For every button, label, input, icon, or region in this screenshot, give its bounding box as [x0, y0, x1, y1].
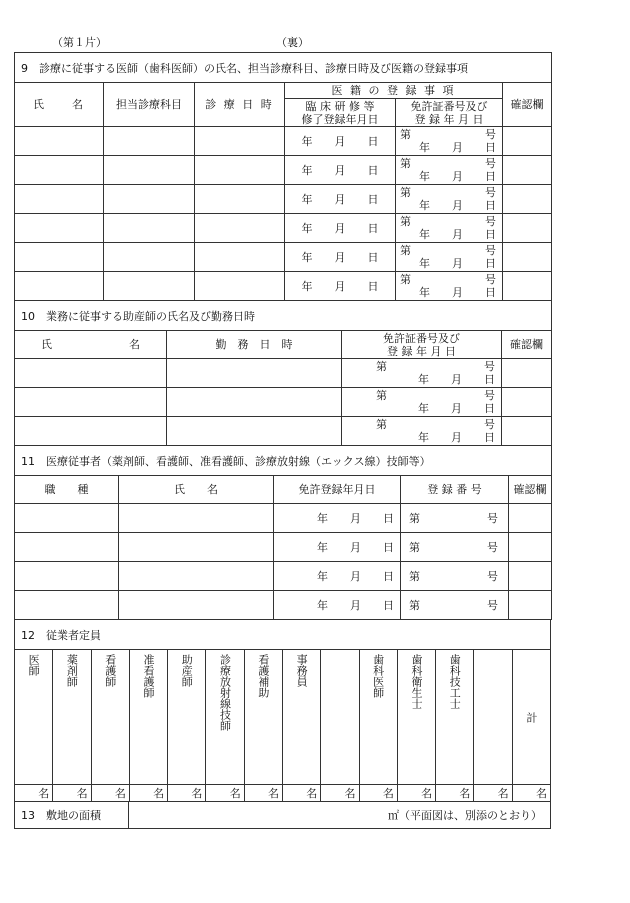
no-prefix: 第 — [409, 512, 420, 525]
year-label: 年 — [419, 170, 430, 183]
time-cell[interactable] — [195, 127, 285, 156]
staff-col-header — [206, 650, 244, 785]
table-row — [15, 388, 552, 417]
table-row — [15, 591, 552, 620]
day-label: 日 — [367, 135, 379, 148]
time-cell[interactable] — [195, 272, 285, 301]
col-time: 勤 務 日 時 — [167, 331, 342, 359]
name-cell[interactable] — [119, 504, 274, 533]
col-license: 免許証番号及び 登 録 年 月 日 — [396, 99, 503, 127]
name-cell[interactable] — [15, 156, 104, 185]
license-cell[interactable] — [396, 272, 503, 301]
col-confirm: 確認欄 — [509, 476, 552, 504]
name-cell[interactable] — [119, 591, 274, 620]
col-registration: 医 籍 の 登 録 事 項 — [285, 83, 503, 99]
license-cell[interactable] — [396, 127, 503, 156]
no-suffix: 号 — [484, 360, 495, 373]
year-label: 年 — [301, 222, 313, 235]
month-label: 月 — [334, 193, 346, 206]
license-cell[interactable] — [396, 185, 503, 214]
dept-cell[interactable] — [104, 272, 195, 301]
staff-count-cell[interactable]: 名 — [206, 785, 244, 802]
table-row — [15, 562, 552, 591]
confirm-cell[interactable] — [503, 185, 552, 214]
training-date-cell[interactable] — [285, 185, 396, 214]
staff-col-header — [129, 650, 167, 785]
month-label: 月 — [452, 170, 463, 183]
section-10-title: 10 業務に従事する助産師の氏名及び勤務日時 — [15, 301, 552, 331]
section-9-title: 9 診療に従事する医師（歯科医師）の氏名、担当診療科目、診療日時及び医籍の登録事項 — [15, 53, 552, 83]
col-time: 診 療 日 時 — [195, 83, 285, 127]
no-suffix: 号 — [487, 599, 498, 612]
no-prefix: 第 — [409, 541, 420, 554]
staff-count-cell[interactable]: 名 — [282, 785, 320, 802]
staff-col-header — [282, 650, 320, 785]
section-12 — [14, 620, 551, 802]
reg-number-cell[interactable] — [401, 562, 509, 591]
staff-count-cell[interactable]: 名 — [321, 785, 359, 802]
name-cell[interactable] — [119, 562, 274, 591]
no-prefix: 第 — [376, 389, 387, 402]
col-job: 職 種 — [15, 476, 119, 504]
month-label: 月 — [334, 251, 346, 264]
day-label: 日 — [485, 257, 496, 270]
dept-cell[interactable] — [104, 243, 195, 272]
year-label: 年 — [418, 431, 429, 444]
year-label: 年 — [301, 193, 313, 206]
staff-col-header — [91, 650, 129, 785]
day-label: 日 — [367, 280, 379, 293]
staff-col-label: 准看護師 — [141, 654, 155, 698]
year-label: 年 — [419, 228, 430, 241]
month-label: 月 — [451, 431, 462, 444]
sheet-label: （第１片） — [52, 36, 107, 49]
training-date-cell[interactable] — [285, 243, 396, 272]
dept-cell[interactable] — [104, 156, 195, 185]
month-label: 月 — [334, 164, 346, 177]
training-date-cell[interactable] — [285, 156, 396, 185]
section-9 — [14, 52, 552, 301]
license-cell[interactable] — [396, 156, 503, 185]
staff-col-header — [397, 650, 435, 785]
no-prefix: 第 — [400, 215, 411, 228]
staff-count-cell[interactable]: 名 — [397, 785, 435, 802]
year-label: 年 — [419, 257, 430, 270]
month-label: 月 — [334, 135, 346, 148]
table-row — [15, 533, 552, 562]
name-cell[interactable] — [15, 359, 167, 388]
staff-count-cell[interactable]: 名 — [436, 785, 474, 802]
section-12-title: 12 従業者定員 — [15, 620, 551, 650]
area-note: ㎡（平面図は、別添のとおり） — [129, 802, 551, 828]
month-label: 月 — [334, 222, 346, 235]
staff-col-label: 事務員 — [295, 654, 309, 687]
col-reg-number: 登 録 番 号 — [401, 476, 509, 504]
staff-count-cell[interactable]: 名 — [512, 785, 550, 802]
section-11-title: 11 医療従事者（薬剤師、看護師、准看護師、診療放射線（エックス線）技師等） — [15, 446, 552, 476]
staff-count-cell[interactable]: 名 — [244, 785, 282, 802]
staff-col-label: 看護師 — [103, 654, 117, 687]
name-cell[interactable] — [15, 388, 167, 417]
side-label: （裏） — [276, 36, 309, 49]
month-label: 月 — [452, 257, 463, 270]
day-label: 日 — [484, 402, 495, 415]
time-cell[interactable] — [195, 214, 285, 243]
staff-col-label: 助産師 — [180, 654, 194, 687]
time-cell[interactable] — [167, 417, 342, 446]
staff-col-label: 診療放射線技師 — [218, 654, 232, 731]
table-row — [15, 185, 552, 214]
training-date-cell[interactable] — [285, 214, 396, 243]
staff-count-cell[interactable]: 名 — [129, 785, 167, 802]
staff-col-header — [359, 650, 397, 785]
license-date-cell[interactable] — [274, 562, 401, 591]
no-prefix: 第 — [376, 360, 387, 373]
job-cell[interactable] — [15, 504, 119, 533]
year-label: 年 — [317, 570, 328, 583]
table-row — [15, 417, 552, 446]
dept-cell[interactable] — [104, 185, 195, 214]
reg-number-cell[interactable] — [401, 533, 509, 562]
reg-number-cell[interactable] — [401, 591, 509, 620]
col-name: 氏 名 — [15, 83, 104, 127]
no-prefix: 第 — [409, 599, 420, 612]
year-label: 年 — [317, 599, 328, 612]
time-cell[interactable] — [195, 185, 285, 214]
col-dept: 担当診療科目 — [104, 83, 195, 127]
no-suffix: 号 — [485, 128, 496, 141]
license-date-cell[interactable] — [274, 504, 401, 533]
month-label: 月 — [452, 228, 463, 241]
year-label: 年 — [419, 286, 430, 299]
month-label: 月 — [451, 373, 462, 386]
day-label: 日 — [383, 570, 394, 583]
no-suffix: 号 — [485, 186, 496, 199]
month-label: 月 — [350, 599, 361, 612]
no-suffix: 号 — [485, 215, 496, 228]
staff-col-header — [436, 650, 474, 785]
year-label: 年 — [301, 251, 313, 264]
license-cell[interactable] — [342, 388, 502, 417]
day-label: 日 — [484, 373, 495, 386]
license-date-cell[interactable] — [274, 591, 401, 620]
section-13-title: 13 敷地の面積 — [15, 802, 129, 828]
name-cell[interactable] — [15, 214, 104, 243]
staff-col-header — [168, 650, 206, 785]
time-cell[interactable] — [167, 359, 342, 388]
staff-count-cell[interactable]: 名 — [168, 785, 206, 802]
reg-number-cell[interactable] — [401, 504, 509, 533]
confirm-cell[interactable] — [509, 533, 552, 562]
name-cell[interactable] — [119, 533, 274, 562]
staff-count-cell[interactable]: 名 — [359, 785, 397, 802]
confirm-cell[interactable] — [509, 504, 552, 533]
confirm-cell[interactable] — [503, 127, 552, 156]
form-page — [14, 52, 551, 829]
month-label: 月 — [451, 402, 462, 415]
section-11 — [14, 446, 552, 620]
col-name: 氏 名 — [119, 476, 274, 504]
table-row — [15, 359, 552, 388]
staff-col-label: 医師 — [27, 654, 41, 676]
year-label: 年 — [419, 199, 430, 212]
day-label: 日 — [367, 222, 379, 235]
year-label: 年 — [418, 373, 429, 386]
staff-col-header — [474, 650, 512, 785]
staff-col-header — [53, 650, 91, 785]
table-row — [15, 504, 552, 533]
confirm-cell[interactable] — [503, 214, 552, 243]
year-label: 年 — [419, 141, 430, 154]
no-prefix: 第 — [400, 157, 411, 170]
month-label: 月 — [350, 541, 361, 554]
year-label: 年 — [301, 280, 313, 293]
table-row — [15, 127, 552, 156]
year-label: 年 — [301, 164, 313, 177]
no-suffix: 号 — [484, 389, 495, 402]
license-cell[interactable] — [342, 417, 502, 446]
job-cell[interactable] — [15, 591, 119, 620]
table-row — [15, 243, 552, 272]
day-label: 日 — [367, 251, 379, 264]
staff-col-label: 看護補助 — [256, 654, 270, 698]
license-cell[interactable] — [396, 243, 503, 272]
no-prefix: 第 — [400, 244, 411, 257]
dept-cell[interactable] — [104, 214, 195, 243]
col-training-date: 臨 床 研 修 等 修了登録年月日 — [285, 99, 396, 127]
day-label: 日 — [383, 541, 394, 554]
table-row — [15, 156, 552, 185]
month-label: 月 — [350, 512, 361, 525]
month-label: 月 — [452, 199, 463, 212]
training-date-cell[interactable] — [285, 127, 396, 156]
day-label: 日 — [485, 141, 496, 154]
job-cell[interactable] — [15, 533, 119, 562]
day-label: 日 — [485, 199, 496, 212]
year-label: 年 — [317, 541, 328, 554]
name-cell[interactable] — [15, 417, 167, 446]
confirm-cell[interactable] — [503, 243, 552, 272]
no-suffix: 号 — [485, 244, 496, 257]
staff-col-header — [244, 650, 282, 785]
staff-col-label: 薬剤師 — [65, 654, 79, 687]
confirm-cell[interactable] — [509, 562, 552, 591]
staff-col-header — [321, 650, 359, 785]
col-confirm: 確認欄 — [502, 331, 552, 359]
confirm-cell[interactable] — [502, 388, 552, 417]
name-cell[interactable] — [15, 185, 104, 214]
license-cell[interactable] — [342, 359, 502, 388]
name-cell[interactable] — [15, 272, 104, 301]
no-prefix: 第 — [409, 570, 420, 583]
staff-col-header — [15, 650, 53, 785]
col-license: 免許証番号及び 登 録 年 月 日 — [342, 331, 502, 359]
name-cell[interactable] — [15, 127, 104, 156]
no-prefix: 第 — [376, 418, 387, 431]
day-label: 日 — [367, 193, 379, 206]
license-date-cell[interactable] — [274, 533, 401, 562]
license-cell[interactable] — [396, 214, 503, 243]
staff-count-cell[interactable]: 名 — [474, 785, 512, 802]
no-suffix: 号 — [487, 512, 498, 525]
training-date-cell[interactable] — [285, 272, 396, 301]
confirm-cell[interactable] — [503, 156, 552, 185]
day-label: 日 — [485, 170, 496, 183]
staff-col-label: 歯科衛生士 — [409, 654, 423, 709]
section-10 — [14, 301, 552, 446]
year-label: 年 — [301, 135, 313, 148]
confirm-cell[interactable] — [509, 591, 552, 620]
day-label: 日 — [383, 599, 394, 612]
year-label: 年 — [317, 512, 328, 525]
no-suffix: 号 — [487, 570, 498, 583]
staff-count-cell[interactable]: 名 — [15, 785, 53, 802]
day-label: 日 — [485, 228, 496, 241]
day-label: 日 — [485, 286, 496, 299]
day-label: 日 — [383, 512, 394, 525]
month-label: 月 — [452, 141, 463, 154]
job-cell[interactable] — [15, 562, 119, 591]
month-label: 月 — [350, 570, 361, 583]
staff-count-cell[interactable]: 名 — [91, 785, 129, 802]
time-cell[interactable] — [167, 388, 342, 417]
table-row — [15, 272, 552, 301]
section-13 — [14, 802, 551, 829]
staff-count-cell[interactable]: 名 — [53, 785, 91, 802]
staff-col-header — [512, 650, 550, 785]
col-license-date: 免許登録年月日 — [274, 476, 401, 504]
time-cell[interactable] — [195, 243, 285, 272]
time-cell[interactable] — [195, 156, 285, 185]
no-suffix: 号 — [485, 273, 496, 286]
month-label: 月 — [334, 280, 346, 293]
confirm-cell[interactable] — [503, 272, 552, 301]
no-prefix: 第 — [400, 128, 411, 141]
dept-cell[interactable] — [104, 127, 195, 156]
staff-col-label: 歯科技工士 — [448, 654, 462, 709]
no-suffix: 号 — [484, 418, 495, 431]
confirm-cell[interactable] — [502, 359, 552, 388]
day-label: 日 — [367, 164, 379, 177]
no-suffix: 号 — [485, 157, 496, 170]
no-suffix: 号 — [487, 541, 498, 554]
day-label: 日 — [484, 431, 495, 444]
col-name: 氏 名 — [15, 331, 167, 359]
staff-col-label: 歯科医師 — [371, 654, 385, 698]
month-label: 月 — [452, 286, 463, 299]
table-row — [15, 214, 552, 243]
confirm-cell[interactable] — [502, 417, 552, 446]
year-label: 年 — [418, 402, 429, 415]
no-prefix: 第 — [400, 186, 411, 199]
col-confirm: 確認欄 — [503, 83, 552, 127]
name-cell[interactable] — [15, 243, 104, 272]
staff-col-label: 計 — [524, 711, 538, 723]
no-prefix: 第 — [400, 273, 411, 286]
